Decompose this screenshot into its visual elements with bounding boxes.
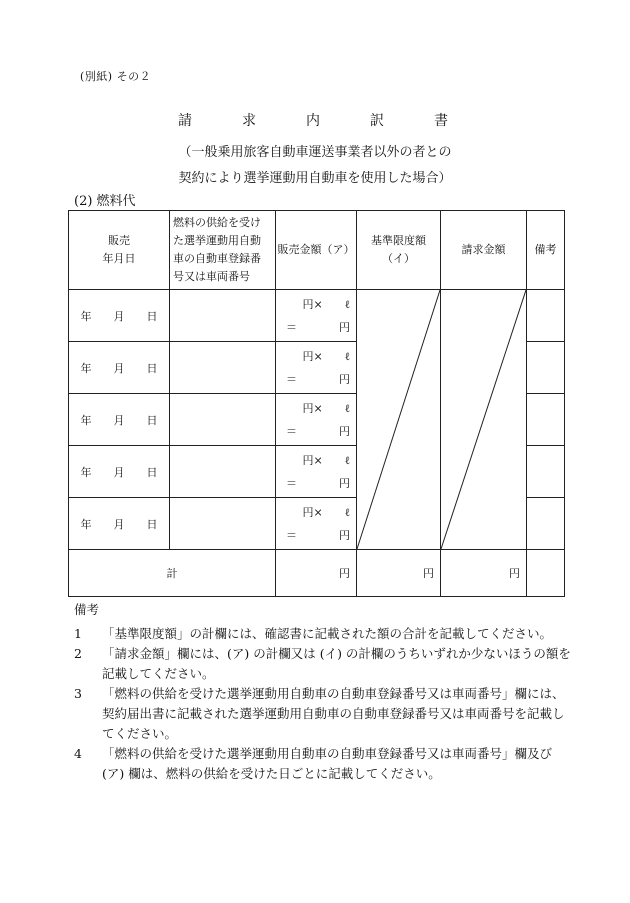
date-cell[interactable]: 年 月 日 — [69, 342, 170, 394]
remarks-cell[interactable] — [527, 394, 565, 446]
date-cell[interactable]: 年 月 日 — [69, 290, 170, 342]
header-sale-date: 販売 年月日 — [69, 211, 170, 290]
remarks-cell[interactable] — [527, 446, 565, 498]
total-limit-amount[interactable]: 円 — [357, 550, 441, 597]
diagonal-line — [441, 290, 526, 549]
fuel-claim-table — [68, 210, 565, 597]
vehicle-number-cell[interactable] — [170, 342, 276, 394]
title-char: 書 — [434, 113, 448, 129]
sale-amount-cell[interactable]: 円× ℓ ＝ 円 — [276, 394, 357, 446]
total-label: 計 — [69, 550, 276, 597]
remarks-cell[interactable] — [527, 498, 565, 550]
notes-heading: 備考 — [74, 602, 100, 617]
title-char: 請 — [178, 113, 192, 129]
header-limit-amount: 基準限度額 （イ） — [357, 211, 441, 290]
note-item: 4 「燃料の供給を受けた選挙運動用自動車の自動車登録番号又は車両番号」欄及び (ア) 欄は、燃料の供給を受けた日ごとに記載してください。 — [74, 746, 553, 781]
note-item: 2 「請求金額」欄には、(ア) の計欄又は (イ) の計欄のうちいずれか少ないほうの額を記載してください。 — [74, 646, 571, 681]
diagonal-line — [357, 290, 440, 549]
total-row — [69, 550, 565, 597]
date-cell[interactable]: 年 月 日 — [69, 498, 170, 550]
header-remarks: 備考 — [527, 211, 565, 290]
sale-amount-cell[interactable]: 円× ℓ ＝ 円 — [276, 290, 357, 342]
total-claim-amount[interactable]: 円 — [441, 550, 527, 597]
vehicle-number-cell[interactable] — [170, 394, 276, 446]
total-sale-amount[interactable]: 円 — [276, 550, 357, 597]
claim-amount-cell-diagonal — [441, 290, 527, 550]
subtitle-line-2: 契約により選挙運動用自動車を使用した場合） — [178, 171, 452, 186]
remarks-cell[interactable] — [527, 342, 565, 394]
header-vehicle-number: 燃料の供給を受け た選挙運動用自動 車の自動車登録番 号又は車両番号 — [170, 211, 276, 290]
header-sale-amount: 販売金額（ア） — [276, 211, 357, 290]
title-char: 求 — [242, 113, 256, 129]
date-cell[interactable]: 年 月 日 — [69, 446, 170, 498]
sale-amount-cell[interactable]: 円× ℓ ＝ 円 — [276, 342, 357, 394]
remarks-cell[interactable] — [527, 290, 565, 342]
vehicle-number-cell[interactable] — [170, 446, 276, 498]
notes-section — [74, 600, 574, 784]
page-title — [178, 110, 448, 130]
title-char: 内 — [306, 113, 320, 129]
table-row — [69, 290, 565, 342]
date-cell[interactable]: 年 月 日 — [69, 394, 170, 446]
header-claim-amount: 請求金額 — [441, 211, 527, 290]
vehicle-number-cell[interactable] — [170, 498, 276, 550]
sale-amount-cell[interactable]: 円× ℓ ＝ 円 — [276, 498, 357, 550]
sale-amount-cell[interactable]: 円× ℓ ＝ 円 — [276, 446, 357, 498]
section-label: (2) 燃料代 — [74, 194, 136, 209]
vehicle-number-cell[interactable] — [170, 290, 276, 342]
total-remarks[interactable] — [527, 550, 565, 597]
header-note: (別紙) その２ — [80, 70, 152, 83]
note-item: 3 「燃料の供給を受けた選挙運動用自動車の自動車登録番号又は車両番号」欄には、契約届出書に記載された選挙運動用自動車の自動車登録番号又は車両番号を記載してください。 — [74, 686, 565, 741]
subtitle-line-1: （一般乗用旅客自動車運送事業者以外の者との — [178, 145, 452, 160]
subtitle — [0, 140, 630, 192]
title-char: 訳 — [370, 113, 384, 129]
limit-amount-cell-diagonal — [357, 290, 441, 550]
note-item: 1 「基準限度額」の計欄には、確認書に記載された額の合計を記載してください。 — [74, 626, 553, 641]
